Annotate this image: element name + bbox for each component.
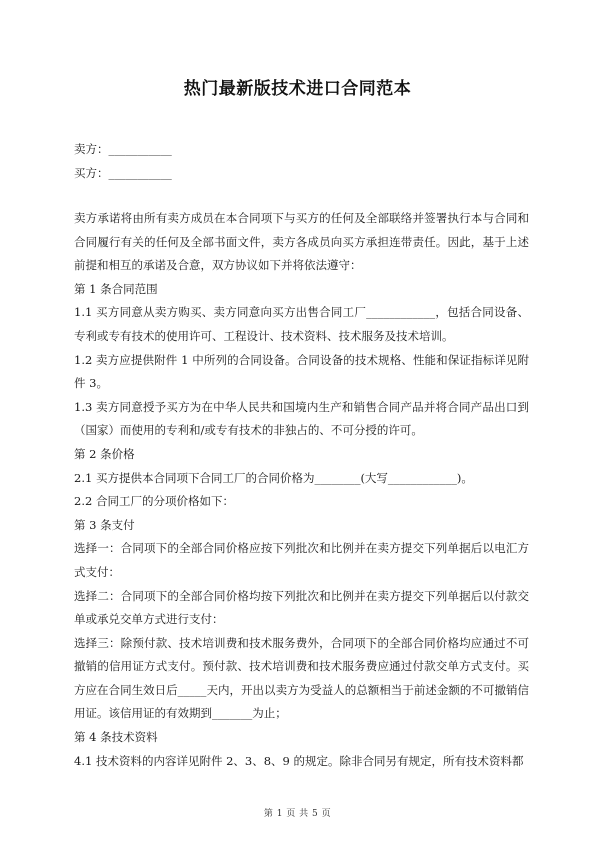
clause-paragraph: 2.2 合同工厂的分项价格如下： [74, 494, 234, 509]
page-footer: 第 1 页 共 5 页 [263, 809, 332, 819]
clause-paragraph: 选择二：合同项下的全部合同价格均按下列批次和比例并在卖方提交下列单据后以付款交单或承兑交单方式进行支付： [74, 588, 529, 627]
clause-paragraph: 1.2 卖方应提供附件 1 中所列的合同设备。合同设备的技术规格、性能和保证指标详见附件 3。 [74, 352, 529, 391]
section-heading: 第 1 条合同范围 [74, 281, 158, 296]
clause-paragraph: 1.3 卖方同意授予买方为在中华人民共和国境内生产和销售合同产品并将合同产品出口到（国家）而使用的专利和/或专有技术的非独占的、不可分授的许可。 [74, 399, 529, 438]
clause-paragraph: 2.1 买方提供本合同项下合同工厂的合同价格为________(大写____________)。 [74, 470, 473, 485]
buyer-line: 买方：___________ [74, 166, 172, 180]
section-heading: 第 3 条支付 [74, 517, 135, 532]
preamble-paragraph: 卖方承诺将由所有卖方成员在本合同项下与买方的任何及全部联络并签署执行本与合同和合同履行有关的任何及全部书面文件，卖方各成员向买方承担连带责任。因此，基于上述前提和相互的承诺及合意，双方协议如下并将依法遵守： [74, 211, 529, 273]
contract-body [74, 207, 529, 773]
clause-paragraph: 4.1 技术资料的内容详见附件 2、3、8、9 的规定。除非合同另有规定，所有技术资料都 [74, 753, 524, 768]
section-heading: 第 4 条技术资料 [74, 730, 158, 745]
clause-paragraph: 1.1 买方同意从卖方购买、卖方同意向买方出售合同工厂____________，包括合同设备、专利或专有技术的使用许可、工程设计、技术资料、技术服务及技术培训。 [74, 305, 529, 343]
document-title: 热门最新版技术进口合同范本 [183, 79, 412, 99]
section-heading: 第 2 条价格 [74, 446, 135, 461]
clause-paragraph: 选择三：除预付款、技术培训费和技术服务费外，合同项下的全部合同价格均应通过不可撤销的信用证方式支付。预付款、技术培训费和技术服务费应通过付款交单方式支付。买方应在合同生效日后_____天内，开出以卖方为受益人的总额相当于前述金额的不可撤销信用证。该信用证的有效期到_______为止； [74, 635, 529, 721]
clause-paragraph: 选择一：合同项下的全部合同价格应按下列批次和比例并在卖方提交下列单据后以电汇方式支付： [74, 541, 529, 579]
seller-line: 卖方：___________ [74, 142, 172, 156]
